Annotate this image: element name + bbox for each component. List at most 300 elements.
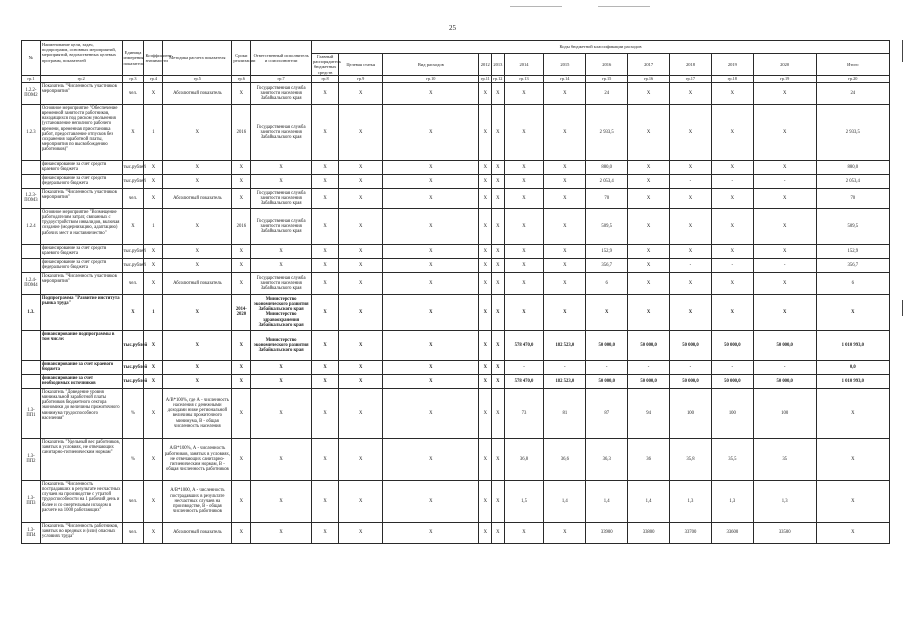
table-cell: -	[711, 174, 753, 188]
column-number: гр.2	[40, 75, 122, 82]
table-cell: X	[504, 174, 544, 188]
column-number: гр.9	[339, 75, 383, 82]
row-name-cell: Подпрограмма "Развитие института рынка труда"	[40, 294, 122, 330]
table-cell: X	[232, 522, 251, 543]
table-cell: X	[628, 294, 670, 330]
row-number-cell	[22, 330, 41, 360]
table-cell: 33600	[711, 522, 753, 543]
table-cell: 0,0	[816, 360, 889, 374]
table-cell: X	[479, 374, 492, 388]
table-cell: X	[492, 82, 505, 104]
table-cell: X	[383, 374, 479, 388]
table-cell: X	[492, 258, 505, 272]
table-cell: X	[383, 174, 479, 188]
col-2015-header: 2015	[544, 54, 586, 76]
table-cell: X	[311, 160, 338, 174]
table-cell: X	[479, 160, 492, 174]
table-cell: X	[311, 272, 338, 294]
table-cell: X	[232, 82, 251, 104]
row-name-cell: Показатель "Численность участников мероприятия"	[40, 82, 122, 104]
table-cell: X	[339, 330, 383, 360]
table-cell: 50 000,0	[753, 374, 816, 388]
table-cell: X	[339, 244, 383, 258]
table-cell: X	[816, 388, 889, 438]
column-number: гр.12	[493, 76, 503, 82]
table-cell: X	[816, 438, 889, 480]
row-number-cell: 1.2.3	[22, 104, 41, 160]
table-cell: X	[504, 258, 544, 272]
table-cell: X	[339, 522, 383, 543]
column-number: гр.19	[753, 75, 816, 82]
table-cell: 1	[144, 208, 163, 244]
budget-table	[21, 40, 890, 544]
table-cell: -	[753, 360, 816, 374]
table-cell: 2016	[232, 208, 251, 244]
table-cell: X	[479, 522, 492, 543]
table-cell: X	[311, 374, 338, 388]
table-cell: X	[339, 388, 383, 438]
table-cell: X	[339, 160, 383, 174]
table-cell: X	[339, 480, 383, 522]
table-cell: 182 523,0	[544, 374, 586, 388]
table-cell: X	[544, 294, 586, 330]
table-cell: X	[711, 272, 753, 294]
table-cell: X	[311, 360, 338, 374]
table-cell: X	[504, 208, 544, 244]
col-2013-header: 2013	[492, 54, 505, 76]
table-cell: 100	[711, 388, 753, 438]
table-row	[22, 258, 890, 272]
table-cell: X	[479, 188, 492, 208]
table-cell: X	[670, 244, 712, 258]
table-row	[22, 480, 890, 522]
table-cell: X	[628, 258, 670, 272]
table-cell: X	[339, 82, 383, 104]
table-cell: X	[383, 208, 479, 244]
table-cell: X	[339, 174, 383, 188]
table-cell: 24	[586, 82, 628, 104]
table-cell: 36,8	[504, 438, 544, 480]
table-cell: X	[544, 174, 586, 188]
table-cell: X	[311, 244, 338, 258]
table-cell: 50 000,0	[586, 374, 628, 388]
col-2016-header: 2016	[586, 54, 628, 76]
table-cell: 2 933,5	[816, 104, 889, 160]
table-cell: X	[163, 330, 232, 360]
table-cell: X	[711, 294, 753, 330]
table-row	[22, 188, 890, 208]
table-cell: 50 000,0	[670, 374, 712, 388]
row-number-cell	[22, 258, 41, 272]
table-cell: X	[251, 388, 312, 438]
table-cell: X	[163, 258, 232, 272]
binding-mark-bottom	[902, 300, 903, 316]
table-cell: X	[144, 360, 163, 374]
column-number: гр.7	[251, 75, 312, 82]
row-name-cell: Показатель "Численность участников мероприятия"	[40, 272, 122, 294]
row-name-cell: финансирование за счет средств федерального бюджета	[40, 174, 122, 188]
table-cell: X	[311, 480, 338, 522]
column-number: гр.20	[816, 75, 889, 82]
table-cell: тыс.рублей	[122, 160, 144, 174]
table-cell: 1,3	[753, 480, 816, 522]
table-cell: чел.	[122, 272, 144, 294]
table-cell: X	[339, 188, 383, 208]
table-cell: 152,9	[586, 244, 628, 258]
column-number: гр.18	[711, 75, 753, 82]
col-method-header: Методика расчета показателя	[163, 41, 232, 76]
table-cell: X	[163, 374, 232, 388]
row-name-cell: Показатель "Численность работников, занятых во вредных и (или) опасных условиях труда"	[40, 522, 122, 543]
table-cell: X	[711, 160, 753, 174]
table-cell: X	[753, 244, 816, 258]
table-cell: 94	[628, 388, 670, 438]
table-cell: X	[383, 360, 479, 374]
table-cell: 1	[144, 294, 163, 330]
col-total-header: Итого	[816, 54, 889, 76]
table-cell: Государственная служба занятости населения Забайкальского края	[251, 104, 312, 160]
table-cell: X	[670, 104, 712, 160]
table-cell: X	[232, 188, 251, 208]
table-cell: X	[711, 208, 753, 244]
table-cell: 152,9	[816, 244, 889, 258]
table-cell: X	[251, 438, 312, 480]
table-cell: X	[163, 294, 232, 330]
table-cell: X	[492, 174, 505, 188]
column-number: гр.5	[163, 75, 232, 82]
row-number-cell: 1.3-ПП3	[22, 480, 41, 522]
row-number-cell: 1.3-ПП2	[22, 438, 41, 480]
table-cell: X	[544, 104, 586, 160]
table-cell: X	[163, 208, 232, 244]
table-cell: X	[163, 160, 232, 174]
table-cell: X	[479, 272, 492, 294]
table-cell: X	[544, 272, 586, 294]
row-name-cell: Показатель "Доведение уровня минимальной заработной платы работников бюджетного сектора экономики до величины прожиточного минимума трудоспособного населения"	[40, 388, 122, 438]
table-cell: X	[479, 330, 492, 360]
table-cell: 509,5	[816, 208, 889, 244]
table-cell: 33900	[586, 522, 628, 543]
table-cell: 70	[816, 188, 889, 208]
row-name-cell: финансирование за счет средств краевого бюджета	[40, 160, 122, 174]
table-cell: X	[504, 160, 544, 174]
row-name-cell: финансирование за счет краевого бюджета	[40, 360, 122, 374]
table-cell: X	[492, 438, 505, 480]
table-cell: X	[479, 294, 492, 330]
table-cell: X	[311, 188, 338, 208]
column-number: гр.13	[504, 75, 544, 82]
table-cell: X	[670, 188, 712, 208]
table-cell: X	[311, 522, 338, 543]
table-cell: X	[144, 258, 163, 272]
table-cell: X	[479, 208, 492, 244]
table-cell: тыс.рублей	[122, 360, 144, 374]
row-number-cell: 1.3.	[22, 294, 41, 330]
table-cell: 100	[670, 388, 712, 438]
table-cell: X	[163, 174, 232, 188]
row-number-cell: 1.2.4	[22, 208, 41, 244]
column-number-row	[22, 75, 890, 82]
table-cell: -	[711, 258, 753, 272]
table-cell: 36,6	[544, 438, 586, 480]
table-cell: 1,3	[711, 480, 753, 522]
col-2017-header: 2017	[628, 54, 670, 76]
table-cell: X	[670, 208, 712, 244]
col-name-header: Наименование цели, задач, подпрограмм, основных мероприятий, мероприятий, ведомственных целевых программ, показателей	[40, 41, 122, 76]
table-cell: 50 000,0	[586, 330, 628, 360]
table-cell: 70	[586, 188, 628, 208]
table-cell: 356,7	[586, 258, 628, 272]
table-cell: X	[479, 174, 492, 188]
table-cell: 1,4	[628, 480, 670, 522]
table-cell: X	[816, 480, 889, 522]
table-cell: X	[232, 244, 251, 258]
table-cell: X	[122, 208, 144, 244]
table-cell: X	[492, 522, 505, 543]
table-cell: X	[383, 104, 479, 160]
table-cell: X	[479, 360, 492, 374]
table-cell: X	[492, 480, 505, 522]
table-cell: X	[339, 294, 383, 330]
row-name-cell: финансирование подпрограммы в том числе:	[40, 330, 122, 360]
table-row	[22, 294, 890, 330]
table-cell: X	[753, 104, 816, 160]
table-row	[22, 244, 890, 258]
table-cell: 1,4	[586, 480, 628, 522]
col-no-header: №	[22, 41, 41, 76]
table-cell: X	[479, 104, 492, 160]
table-cell: 50 000,0	[628, 374, 670, 388]
col-2012-header: 2012	[479, 54, 492, 76]
row-number-cell: 1.3-ПП4	[22, 522, 41, 543]
table-cell: X	[232, 360, 251, 374]
table-cell: Министерство экономического развития Забайкальского края	[251, 330, 312, 360]
table-cell: X	[163, 360, 232, 374]
table-cell: X	[251, 258, 312, 272]
row-number-cell: 1.2.3-ПОМ3	[22, 188, 41, 208]
table-cell: А/В*100%, А - численность работников, занятых в условиях, не отвечающих санитарно-гигиеническим нормам, В - общая численность работников	[163, 438, 232, 480]
table-cell: X	[479, 438, 492, 480]
table-cell: X	[628, 244, 670, 258]
table-cell: X	[544, 188, 586, 208]
column-number: гр.15	[586, 75, 628, 82]
table-cell: X	[232, 272, 251, 294]
table-cell: -	[586, 360, 628, 374]
table-cell: X	[383, 272, 479, 294]
table-cell: X	[232, 374, 251, 388]
col-term-header: Сроки реализации	[232, 41, 251, 76]
table-cell: X	[492, 330, 505, 360]
table-cell: X	[586, 294, 628, 330]
table-cell: X	[122, 104, 144, 160]
table-cell: Абсолютный показатель	[163, 188, 232, 208]
table-cell: -	[670, 174, 712, 188]
table-cell: X	[753, 188, 816, 208]
table-cell: X	[339, 104, 383, 160]
table-cell: 1	[144, 104, 163, 160]
table-cell: X	[504, 244, 544, 258]
col-2018-header: 2018	[670, 54, 712, 76]
table-row	[22, 360, 890, 374]
table-cell: X	[232, 258, 251, 272]
table-row	[22, 330, 890, 360]
table-cell: %	[122, 388, 144, 438]
table-cell: X	[711, 104, 753, 160]
table-cell: X	[144, 272, 163, 294]
table-cell: X	[670, 160, 712, 174]
table-cell: X	[383, 244, 479, 258]
row-number-cell	[22, 244, 41, 258]
table-cell: X	[144, 82, 163, 104]
table-cell: X	[383, 188, 479, 208]
table-cell: -	[544, 360, 586, 374]
table-cell: X	[670, 272, 712, 294]
table-cell: 24	[816, 82, 889, 104]
table-cell: чел.	[122, 480, 144, 522]
table-row	[22, 388, 890, 438]
row-name-cell: Показатель "Численность участников мероприятия"	[40, 188, 122, 208]
table-cell: тыс.рублей	[122, 330, 144, 360]
table-cell: 50 000,0	[711, 330, 753, 360]
table-cell: 880,0	[816, 160, 889, 174]
table-cell: X	[383, 160, 479, 174]
table-cell: X	[479, 480, 492, 522]
table-cell: 2016	[232, 104, 251, 160]
table-cell: X	[311, 208, 338, 244]
budget-table-wrapper	[21, 40, 890, 544]
column-number: гр.16	[628, 75, 670, 82]
table-cell: X	[711, 82, 753, 104]
table-cell: Министерство экономического развития Забайкальского края Министерство здравоохранения Забайкальского края	[251, 294, 312, 330]
table-cell: X	[492, 272, 505, 294]
table-cell: 2 053,4	[816, 174, 889, 188]
table-cell: А/В*1000, А - численность пострадавших в результате несчастных случаев на производстве, В - общая численность работников	[163, 480, 232, 522]
row-number-cell: 1.2.4-ПОМ4	[22, 272, 41, 294]
table-cell: X	[251, 374, 312, 388]
table-cell: X	[163, 104, 232, 160]
table-cell: X	[251, 174, 312, 188]
table-cell: X	[311, 174, 338, 188]
table-cell: X	[544, 160, 586, 174]
table-cell: X	[251, 360, 312, 374]
table-cell: 2 933,5	[586, 104, 628, 160]
row-name-cell: Показатель "Численность пострадавших в результате несчастных случаев на производстве с утратой трудоспособности на 1 рабочий день и более и со смертельным исходом в расчете на 1000 работающих"	[40, 480, 122, 522]
table-cell: X	[628, 188, 670, 208]
table-row	[22, 82, 890, 104]
table-cell: 33800	[628, 522, 670, 543]
table-cell: X	[504, 82, 544, 104]
table-cell: X	[492, 360, 505, 374]
row-number-cell: 1.3-ПП1	[22, 388, 41, 438]
table-cell: Абсолютный показатель	[163, 522, 232, 543]
row-name-cell: финансирование за счет средств краевого бюджета	[40, 244, 122, 258]
col-coef-header: Коэффициент значимости	[144, 41, 163, 76]
table-cell: X	[232, 438, 251, 480]
col-vr-header: Вид расходов	[383, 54, 479, 76]
table-cell: X	[492, 388, 505, 438]
table-cell: X	[144, 522, 163, 543]
table-cell: X	[492, 188, 505, 208]
table-cell: -	[711, 360, 753, 374]
table-cell: X	[544, 82, 586, 104]
row-number-cell	[22, 160, 41, 174]
table-cell: X	[628, 82, 670, 104]
table-cell: X	[492, 294, 505, 330]
table-cell: 578 470,0	[504, 330, 544, 360]
row-name-cell: Основное мероприятие "Обеспечение временной занятости работников, находящихся под риском увольнения (установление неполного рабочего времени, временная приостановка работ, предоставление отпусков без сохранения заработной платы, мероприятия по высвобождению работников)"	[40, 104, 122, 160]
table-cell: X	[311, 104, 338, 160]
table-cell: X	[163, 244, 232, 258]
col-exec-header: Ответственный исполнитель и соисполнители	[251, 41, 312, 76]
table-cell: 2014-2020	[232, 294, 251, 330]
table-cell: 1,4	[544, 480, 586, 522]
table-row	[22, 522, 890, 543]
row-number-cell	[22, 174, 41, 188]
table-cell: X	[628, 272, 670, 294]
table-cell: X	[544, 522, 586, 543]
top-rule-left	[510, 6, 562, 7]
table-cell: X	[479, 258, 492, 272]
table-cell: 1 010 993,0	[816, 374, 889, 388]
table-cell: X	[492, 208, 505, 244]
row-number-cell	[22, 360, 41, 374]
table-cell: 880,0	[586, 160, 628, 174]
table-cell: 87	[586, 388, 628, 438]
column-number: гр.1	[22, 75, 41, 82]
table-cell: тыс.рублей	[122, 244, 144, 258]
table-cell: Государственная служба занятости населения Забайкальского края	[251, 188, 312, 208]
col-codes-header: Коды бюджетной классификации расходов	[311, 41, 889, 54]
table-cell: 50 000,0	[711, 374, 753, 388]
table-cell: X	[670, 294, 712, 330]
table-cell: X	[479, 82, 492, 104]
page-number: 25	[449, 24, 456, 32]
table-row	[22, 174, 890, 188]
table-cell: 1,3	[670, 480, 712, 522]
table-cell: X	[232, 480, 251, 522]
table-cell: тыс.рублей	[122, 174, 144, 188]
table-cell: 356,7	[816, 258, 889, 272]
col-2014-header: 2014	[504, 54, 544, 76]
table-cell: 6	[586, 272, 628, 294]
table-cell: Абсолютный показатель	[163, 82, 232, 104]
table-cell: X	[251, 160, 312, 174]
table-cell: тыс.рублей	[122, 374, 144, 388]
table-cell: 6	[816, 272, 889, 294]
table-cell: X	[232, 174, 251, 188]
row-number-cell	[22, 374, 41, 388]
table-cell: X	[144, 244, 163, 258]
table-cell: X	[144, 174, 163, 188]
table-cell: 1 010 993,0	[816, 330, 889, 360]
table-cell: X	[339, 438, 383, 480]
table-cell: -	[628, 360, 670, 374]
table-cell: X	[544, 244, 586, 258]
column-number: гр.8	[311, 75, 338, 82]
table-cell: X	[628, 174, 670, 188]
table-cell: X	[383, 522, 479, 543]
row-name-cell: финансирование за счет необходимых источников	[40, 374, 122, 388]
table-cell: 50 000,0	[670, 330, 712, 360]
table-cell: X	[753, 208, 816, 244]
table-cell: X	[251, 480, 312, 522]
table-cell: X	[479, 388, 492, 438]
binding-mark-top	[902, 40, 903, 62]
table-cell: 50 000,0	[753, 330, 816, 360]
table-row	[22, 272, 890, 294]
table-cell: X	[504, 188, 544, 208]
row-number-cell: 1.2.2-ПОМ2	[22, 82, 41, 104]
